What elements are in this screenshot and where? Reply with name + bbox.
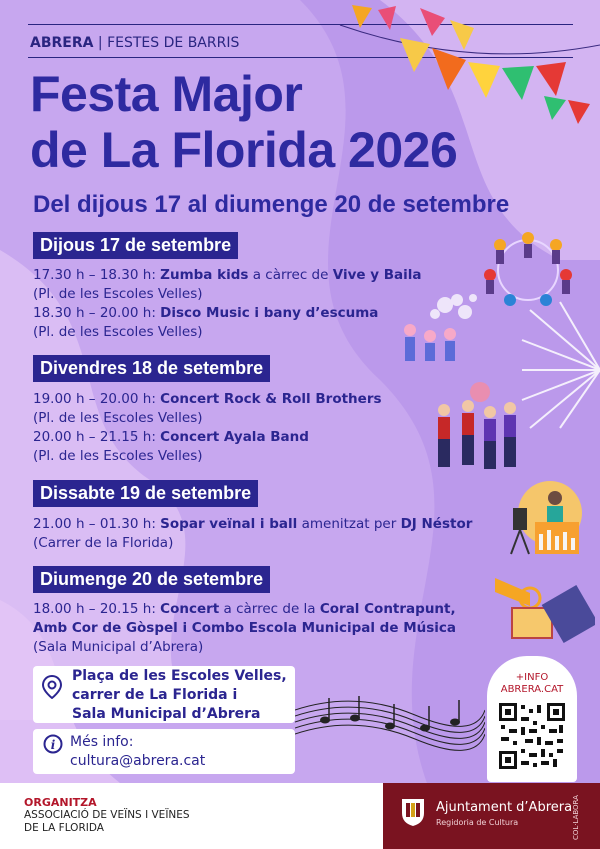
map-pin-icon xyxy=(42,675,62,699)
venue-line: carrer de La Florida i xyxy=(72,687,238,703)
event-ayala xyxy=(33,429,309,445)
event-rock-roll xyxy=(33,391,382,407)
event-location: (Pl. de les Escoles Velles) xyxy=(33,286,203,302)
event-mid: a càrrec de la xyxy=(219,601,320,617)
organizer-name xyxy=(24,809,190,835)
abrera-coat-of-arms-icon xyxy=(400,797,426,827)
day-heading-friday: Divendres 18 de setembre xyxy=(33,355,270,382)
event-sopar xyxy=(33,516,472,532)
info-card-line1: +INFO xyxy=(515,672,549,683)
brand-section: FESTES DE BARRIS xyxy=(107,35,240,51)
event-time: 18.30 h – 20.00 h: xyxy=(33,305,156,321)
event-concert xyxy=(33,601,456,617)
event-name: Concert Rock & Roll Brothers xyxy=(160,391,382,407)
svg-text:i: i xyxy=(50,738,56,752)
music-notes-icon xyxy=(295,680,485,760)
ajuntament-name: Ajuntament d’Abrera xyxy=(436,800,573,815)
event-time: 17.30 h – 18.30 h: xyxy=(33,267,156,283)
venue-line: Plaça de les Escoles Velles, xyxy=(72,668,287,684)
poster-subtitle: Del dijous 17 al diumenge 20 de setembre xyxy=(33,191,510,218)
event-disco xyxy=(33,305,378,321)
event-location: (Sala Municipal d’Abrera) xyxy=(33,639,204,655)
venue-line: Sala Municipal d’Abrera xyxy=(72,706,261,722)
qr-code-icon[interactable] xyxy=(499,703,565,769)
event-mid: a càrrec de xyxy=(248,267,333,283)
event-extra: DJ Néstor xyxy=(400,516,473,532)
regidoria-name: Regidoria de Cultura xyxy=(436,818,519,827)
day-heading-thursday: Dijous 17 de setembre xyxy=(33,232,238,259)
event-name: Disco Music i bany d’escuma xyxy=(160,305,379,321)
event-time: 19.00 h – 20.00 h: xyxy=(33,391,156,407)
poster-title xyxy=(30,66,457,178)
more-info-text xyxy=(70,733,205,771)
kids-circle-illustration-icon xyxy=(470,230,585,310)
event-name: Zumba kids xyxy=(160,267,249,283)
event-name: Sopar veïnal i ball xyxy=(160,516,298,532)
event-extra: Coral Contrapunt, xyxy=(319,601,456,617)
event-extra: Vive y Baila xyxy=(332,267,422,283)
organizer-line: ASSOCIACIÓ DE VEÏNS I VEÏNES xyxy=(24,809,190,821)
info-icon xyxy=(43,734,63,754)
event-location: (Carrer de la Florida) xyxy=(33,535,174,551)
info-card-text xyxy=(487,672,577,696)
brand-separator: | xyxy=(97,35,103,51)
venue-text xyxy=(72,667,287,724)
event-location: (Pl. de les Escoles Velles) xyxy=(33,448,203,464)
collabora-label: COL·LABORA xyxy=(572,795,580,840)
foam-party-illustration-icon xyxy=(395,290,485,370)
event-location: (Pl. de les Escoles Velles) xyxy=(33,410,203,426)
more-info-label: Més info: xyxy=(70,734,134,750)
dj-illustration-icon xyxy=(505,478,585,558)
event-name: Concert xyxy=(160,601,220,617)
more-info-email[interactable]: cultura@abrera.cat xyxy=(70,753,206,769)
event-mid: amenitzat per xyxy=(297,516,401,532)
title-line-1: Festa Major xyxy=(30,66,303,122)
event-name: Concert Ayala Band xyxy=(160,429,309,445)
day-heading-sunday: Diumenge 20 de setembre xyxy=(33,566,270,593)
brand-name: ABRERA xyxy=(30,35,94,51)
info-card-line2[interactable]: ABRERA.CAT xyxy=(500,684,564,695)
organitza-label: ORGANITZA xyxy=(24,796,97,809)
organizer-line: DE LA FLORIDA xyxy=(24,822,104,834)
event-zumba xyxy=(33,267,422,283)
sunburst-lines-icon xyxy=(520,300,600,430)
day-heading-saturday: Dissabte 19 de setembre xyxy=(33,480,258,507)
event-time: 18.00 h – 20.15 h: xyxy=(33,601,156,617)
event-time: 21.00 h – 01.30 h: xyxy=(33,516,156,532)
event-time: 20.00 h – 21.15 h: xyxy=(33,429,156,445)
rock-dancers-illustration-icon xyxy=(430,380,520,475)
event-location: (Pl. de les Escoles Velles) xyxy=(33,324,203,340)
title-line-2: de La Florida 2026 xyxy=(30,122,458,178)
event-concert-line2: Amb Cor de Gòspel i Combo Escola Municipal de Música xyxy=(33,620,457,636)
instruments-illustration-icon xyxy=(490,568,595,648)
